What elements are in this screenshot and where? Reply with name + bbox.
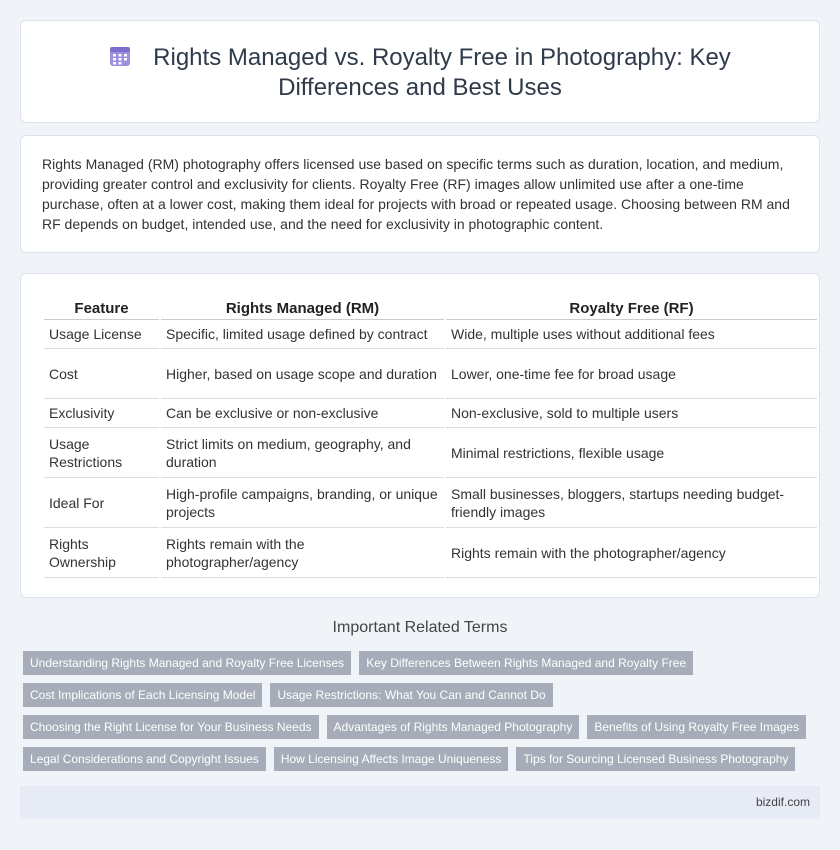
- table-cell: Higher, based on usage scope and duration: [161, 349, 444, 399]
- table-header-row: [44, 295, 817, 320]
- table-cell: High-profile campaigns, branding, or unique projects: [161, 478, 444, 528]
- table-cell: Minimal restrictions, flexible usage: [446, 428, 817, 478]
- intro-paragraph: Rights Managed (RM) photography offers licensed use based on specific terms such as duration, location, and medium, providing greater control and exclusivity for clients. Royalty Free (RF) images allow unlimited use after a one-time purchase, often at a lower cost, making them ideal for projects with broad or repeated usage. Choosing between RM and RF depends on budget, intended use, and the need for exclusivity in photographic content.: [42, 156, 790, 232]
- page-title-wrap: [21, 43, 819, 103]
- footer: [20, 786, 820, 819]
- table-cell: Wide, multiple uses without additional fees: [446, 320, 817, 349]
- header-feature: Feature: [44, 295, 159, 320]
- table-cell: Specific, limited usage defined by contract: [161, 320, 444, 349]
- related-term-link[interactable]: Tips for Sourcing Licensed Business Photography: [516, 747, 795, 771]
- calendar-icon: [109, 45, 131, 67]
- header-royalty-free: Royalty Free (RF): [446, 295, 817, 320]
- intro-card: [20, 135, 820, 253]
- table-row: [44, 320, 817, 349]
- tag-row: [23, 683, 823, 707]
- table-row: [44, 349, 817, 399]
- table-cell: Usage Restrictions: [44, 428, 159, 478]
- tag-row: [23, 747, 823, 771]
- related-term-link[interactable]: Usage Restrictions: What You Can and Cannot Do: [270, 683, 552, 707]
- related-term-link[interactable]: Legal Considerations and Copyright Issues: [23, 747, 266, 771]
- related-terms-heading: Important Related Terms: [332, 619, 508, 636]
- table-cell: Non-exclusive, sold to multiple users: [446, 399, 817, 428]
- table-cell: Usage License: [44, 320, 159, 349]
- header-rights-managed: Rights Managed (RM): [161, 295, 444, 320]
- table-cell: Can be exclusive or non-exclusive: [161, 399, 444, 428]
- related-term-link[interactable]: How Licensing Affects Image Uniqueness: [274, 747, 509, 771]
- tag-row: [23, 651, 823, 675]
- related-term-link[interactable]: Advantages of Rights Managed Photography: [327, 715, 580, 739]
- table-row: [44, 399, 817, 428]
- table-cell: Small businesses, bloggers, startups needing budget-friendly images: [446, 478, 817, 528]
- related-term-link[interactable]: Understanding Rights Managed and Royalty Free Licenses: [23, 651, 351, 675]
- table-cell: Rights remain with the photographer/agency: [161, 528, 444, 578]
- title-card: [20, 20, 820, 123]
- table-row: [44, 428, 817, 478]
- table-cell: Cost: [44, 349, 159, 399]
- page-title: Rights Managed vs. Royalty Free in Photography: Key Differences and Best Uses: [153, 44, 731, 101]
- table-row: [44, 528, 817, 578]
- related-terms-list: [23, 651, 823, 779]
- footer-site-name: bizdif.com: [755, 795, 810, 809]
- related-term-link[interactable]: Key Differences Between Rights Managed and Royalty Free: [359, 651, 693, 675]
- table-cell: Rights remain with the photographer/agency: [446, 528, 817, 578]
- table-cell: Rights Ownership: [44, 528, 159, 578]
- table-row: [44, 478, 817, 528]
- related-term-link[interactable]: Choosing the Right License for Your Business Needs: [23, 715, 319, 739]
- comparison-card: [20, 273, 820, 598]
- tag-row: [23, 715, 823, 739]
- comparison-table: [42, 295, 819, 578]
- table-cell: Lower, one-time fee for broad usage: [446, 349, 817, 399]
- related-term-link[interactable]: Benefits of Using Royalty Free Images: [587, 715, 806, 739]
- table-cell: Exclusivity: [44, 399, 159, 428]
- table-cell: Strict limits on medium, geography, and duration: [161, 428, 444, 478]
- table-cell: Ideal For: [44, 478, 159, 528]
- related-term-link[interactable]: Cost Implications of Each Licensing Model: [23, 683, 262, 707]
